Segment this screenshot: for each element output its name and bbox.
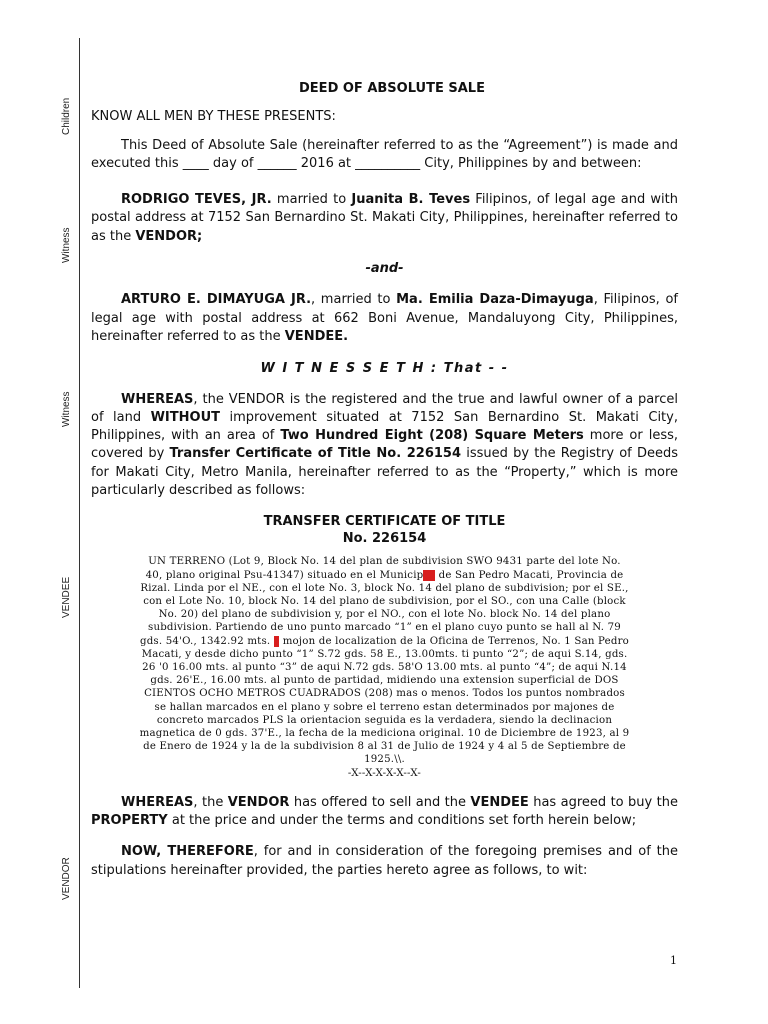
- tct-technical-description: [140, 555, 630, 779]
- text-segment: , married to: [311, 292, 397, 308]
- text-segment: Transfer Certificate of Title No. 226154: [169, 446, 462, 462]
- text-segment: issued by the Registry of Deeds for Makati City, Metro Manila, hereinafter referred to as the “Property,” which is more particularly described as follows:: [91, 446, 678, 499]
- text-segment: at the price and under the terms and conditions set forth herein below;: [167, 813, 637, 829]
- margin-label-children: Children: [61, 97, 72, 135]
- text-segment: mojon de localization de la Oficina de Terrenos, No. 1 San Pedro Macati, y desde dicho punto “1” S.72 gds. 58 E., 13.00mts. ti punto “2”; de aqui S.14, gds. 26 '0 16.00 mts. al punto “3” de aqui N.72 gds. 58'O 13.00 mts. al punto “4”; de aqui N.14 gds. 26'E., 16.00 mts. al punto de partidad, midiendo una extension superficial de DOS CIENTOS OCHO METROS CUADRADOS (208) mas o menos. Todos los puntos nombrados se hallan marcados en el plano y sobre el terreno estan determinados por majones de concreto marcados PLS la orientacion seguida es la verdadera, siendo la declinacion magnetica de 0 gds. 37'E., la fecha de la mediciona original. 10 de Diciembre de 1923, al 9 de Enero de 1924 y la de la subdivision 8 al 31 de Julio de 1924 y 4 al 5 de Septiembre de 1925.\\.: [139, 635, 630, 766]
- vendor-paragraph: [91, 191, 678, 246]
- text-segment: has offered to sell and the: [289, 794, 471, 810]
- tct-number: No. 226154: [342, 531, 427, 547]
- vendee-spouse: Ma. Emilia Daza-Dimayuga: [396, 292, 594, 308]
- text-segment: VENDOR: [227, 794, 290, 810]
- text-segment: VENDEE: [470, 794, 529, 810]
- text-segment: de San Pedro Macati, Provincia de Rizal. Linda por el NE., con el lote No. 3, block No. 14 del plano de subdivision; por el SE., con el Lote No. 10, block No. 14 del plano de subdivision, por el SO., con una Calle (block No. 20) del plano de subdivision y, por el NO., con el lote No. block No. 14 del plano subdivision. Partiendo de uno punto marcado “1” en el plano cuyo punto se hall al N. 79 gds. 54'O., 1342.92 mts.: [139, 569, 629, 647]
- now-therefore-paragraph: [91, 843, 678, 880]
- witnesseth-heading: W I T N E S S E T H : That - -: [260, 361, 509, 377]
- text-segment: married to: [271, 192, 352, 208]
- text-segment: , the: [193, 794, 228, 810]
- margin-label-vendor: VENDOR: [61, 857, 72, 900]
- tct-heading: TRANSFER CERTIFICATE OF TITLE: [263, 514, 506, 530]
- text-segment: Two Hundred Eight (208) Square Meters: [280, 428, 584, 444]
- text-segment: NOW, THEREFORE: [121, 844, 254, 860]
- margin-label-witness-2: Witness: [61, 391, 72, 427]
- text-segment: more or less, covered by: [91, 428, 678, 462]
- deed-body: [91, 80, 678, 880]
- page-number: 1: [670, 954, 677, 967]
- text-segment: Filipinos, of legal age and with postal address at 7152 San Bernardino St. Makati City, Philippines, hereinafter referred to as the: [91, 192, 679, 244]
- document-title: DEED OF ABSOLUTE SALE: [299, 81, 485, 96]
- text-segment: has agreed to buy the: [528, 794, 678, 810]
- vendee-paragraph: [91, 291, 678, 346]
- text-segment: WHEREAS: [121, 391, 194, 407]
- text-segment: WHEREAS: [121, 794, 194, 810]
- and-separator: -and-: [365, 261, 404, 277]
- margin-label-vendee: VENDEE: [61, 576, 72, 618]
- text-segment: , Filipinos, of legal age with postal address at 662 Boni Avenue, Mandaluyong City, Philippines, hereinafter referred to as the: [91, 292, 678, 344]
- text-segment: , for and in consideration of the foregoing premises and of the stipulations hereinafter provided, the parties hereto agree as follows, to wit:: [91, 844, 678, 878]
- vendee-name: ARTURO E. DIMAYUGA JR.: [121, 292, 312, 308]
- tct-end-marker: -X--X-X-X-X--X-: [347, 767, 422, 779]
- signature-margin-line: [79, 38, 80, 988]
- text-segment: ;: [197, 228, 203, 244]
- vendor-name: RODRIGO TEVES, JR.: [121, 192, 272, 208]
- intro-paragraph: This Deed of Absolute Sale (hereinafter referred to as the “Agreement”) is made and executed this ____ day of ______ 2016 at __________ City, Philippines by and between:: [91, 137, 678, 171]
- vendor-role: VENDOR: [135, 228, 198, 244]
- vendee-role: VENDEE.: [284, 328, 349, 344]
- text-segment: improvement situated at 7152 San Bernardino St. Makati City, Philippines, with an area of: [91, 409, 678, 444]
- text-segment: UN TERRENO (Lot 9, Block No. 14 del plan de subdivision SWO 9431 parte del lote No. 40, plano original Psu-41347) situado en el Municip: [145, 556, 621, 581]
- redaction-mark: io: [424, 569, 435, 581]
- text-segment: PROPERTY: [91, 813, 168, 829]
- whereas-paragraph-1: [91, 391, 678, 501]
- vendor-spouse: Juanita B. Teves: [351, 192, 471, 208]
- margin-label-witness-1: Witness: [61, 227, 72, 263]
- text-segment: , the VENDOR is the registered and the true and lawful owner of a parcel of land: [91, 391, 678, 425]
- know-all-men: KNOW ALL MEN BY THESE PRESENTS:: [91, 109, 336, 125]
- text-segment: WITHOUT: [150, 409, 220, 425]
- whereas-paragraph-2: [91, 794, 678, 831]
